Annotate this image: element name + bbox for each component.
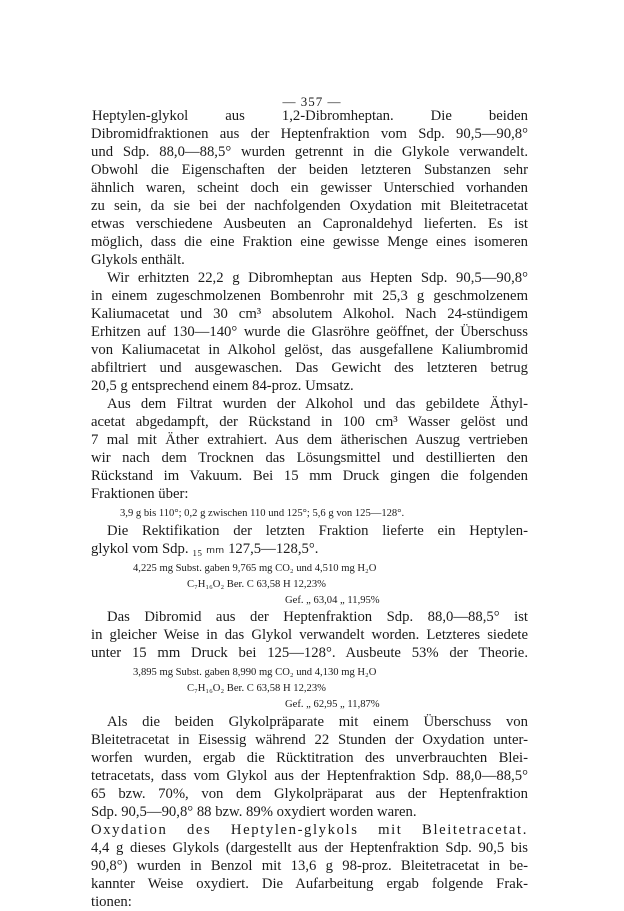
data-line: Gef. „ 62,95 „ 11,87%	[285, 699, 380, 710]
text-line: unter 15 mm Druck bei 125—128°. Ausbeute 53% der Theorie.	[91, 645, 528, 661]
text-line: Obwohl die Eigenschaften der beiden letzteren Substanzen sehr	[91, 162, 528, 178]
text-line: von Kaliumacetat in Alkohol gelöst, das ausgefallene Kaliumbromid	[91, 342, 528, 358]
text-line: worfen wurden, ergab die Rücktitration des unverbrauchten Blei-	[91, 750, 528, 766]
text-line: Fraktionen über:	[91, 486, 189, 502]
page-number: — 357 —	[282, 94, 342, 109]
text-line: tionen:	[91, 894, 132, 910]
text-line: zu sein, da sie bei der nachfolgenden Oxydation mit Bleitetracetat	[91, 198, 528, 214]
data-line: 3,895 mg Subst. gaben 8,990 mg CO₂ und 4,130 mg H₂O	[133, 667, 377, 678]
text-line: abfiltriert und ausgewaschen. Das Gewicht des letzteren betrug	[91, 360, 528, 376]
text-line: wir nach dem Trocknen das Lösungsmittel und destillierten den	[91, 450, 528, 466]
text-line: Kaliumacetat und 30 cm³ absolutem Alkohol. Nach 24-stündigem	[91, 306, 528, 322]
text-line: und Sdp. 88,0—88,5° wurden getrennt in die Glykole verwandelt.	[91, 144, 528, 160]
data-line: Gef. „ 63,04 „ 11,95%	[285, 595, 380, 606]
text-line: Erhitzen auf 130—140° wurde die Glasröhre geöffnet, der Überschuss	[91, 324, 528, 340]
text-line: Die Rektifikation der letzten Fraktion lieferte ein Heptylen-	[107, 523, 528, 539]
text-line: 90,8°) wurden in Benzol mit 13,6 g 98-proz. Bleitetracetat in be-	[91, 858, 528, 874]
text-line: 20,5 g entsprechend einem 84-proz. Umsatz.	[91, 378, 354, 394]
text-line: glykol vom Sdp. ₁₅ ₘₘ 127,5—128,5°.	[91, 541, 319, 557]
text-line: Dibromidfraktionen aus der Heptenfraktion vom Sdp. 90,5—90,8°	[91, 126, 528, 142]
text-line: Wir erhitzten 22,2 g Dibromheptan aus Hepten Sdp. 90,5—90,8°	[107, 270, 528, 286]
text-line: Als die beiden Glykolpräparate mit einem Überschuss von	[107, 714, 528, 730]
data-line: C₇H₁₆O₂ Ber. C 63,58 H 12,23%	[187, 683, 326, 694]
text-line: in gleicher Weise in das Glykol verwandelt worden. Letzteres siedete	[91, 627, 528, 643]
text-line: Heptylen-glykol aus 1,2-Dibromheptan. Die beiden	[92, 108, 528, 124]
text-line: Bleitetracetat in Eisessig während 22 Stunden der Oxydation unter-	[91, 732, 528, 748]
text-line: möglich, dass die eine Fraktion eine gewisse Menge eines isomeren	[91, 234, 528, 250]
text-line: in einem zugeschmolzenen Bombenrohr mit 25,3 g geschmolzenem	[91, 288, 528, 304]
text-line: Rückstand im Vakuum. Bei 15 mm Druck gingen die folgenden	[91, 468, 528, 484]
data-line: 3,9 g bis 110°; 0,2 g zwischen 110 und 125°; 5,6 g von 125—128°.	[120, 508, 405, 519]
text-line: ähnlich waren, scheint doch ein gewisser Unterschied vorhanden	[91, 180, 528, 196]
data-line: C₇H₁₆O₂ Ber. C 63,58 H 12,23%	[187, 579, 326, 590]
text-line: Glykols enthält.	[91, 252, 185, 268]
text-line: etwas verschiedene Ausbeuten an Capronaldehyd lieferten. Es ist	[91, 216, 528, 232]
text-line: tetracetats, dass vom Glykol aus der Heptenfraktion Sdp. 88,0—88,5°	[91, 768, 528, 784]
text-line: kannter Weise oxydiert. Die Aufarbeitung ergab folgende Frak-	[91, 876, 528, 892]
text-line: 7 mal mit Äther extrahiert. Aus dem ätherischen Auszug vertrieben	[91, 432, 528, 448]
text-line: 65 bzw. 70%, von dem Glykolpräparat aus der Heptenfraktion	[91, 786, 528, 802]
text-line: acetat abgedampft, der Rückstand in 100 cm³ Wasser gelöst und	[91, 414, 528, 430]
text-line: Sdp. 90,5—90,8° 88 bzw. 89% oxydiert worden waren.	[91, 804, 417, 820]
data-line: 4,225 mg Subst. gaben 9,765 mg CO₂ und 4,510 mg H₂O	[133, 563, 377, 574]
text-line: Oxydation des Heptylen-glykols mit Bleitetracetat.	[91, 822, 528, 838]
text-line: 4,4 g dieses Glykols (dargestellt aus der Heptenfraktion Sdp. 90,5 bis	[91, 840, 528, 856]
text-line: Aus dem Filtrat wurden der Alkohol und das gebildete Äthyl-	[107, 396, 528, 412]
text-line: Das Dibromid aus der Heptenfraktion Sdp. 88,0—88,5° ist	[107, 609, 528, 625]
